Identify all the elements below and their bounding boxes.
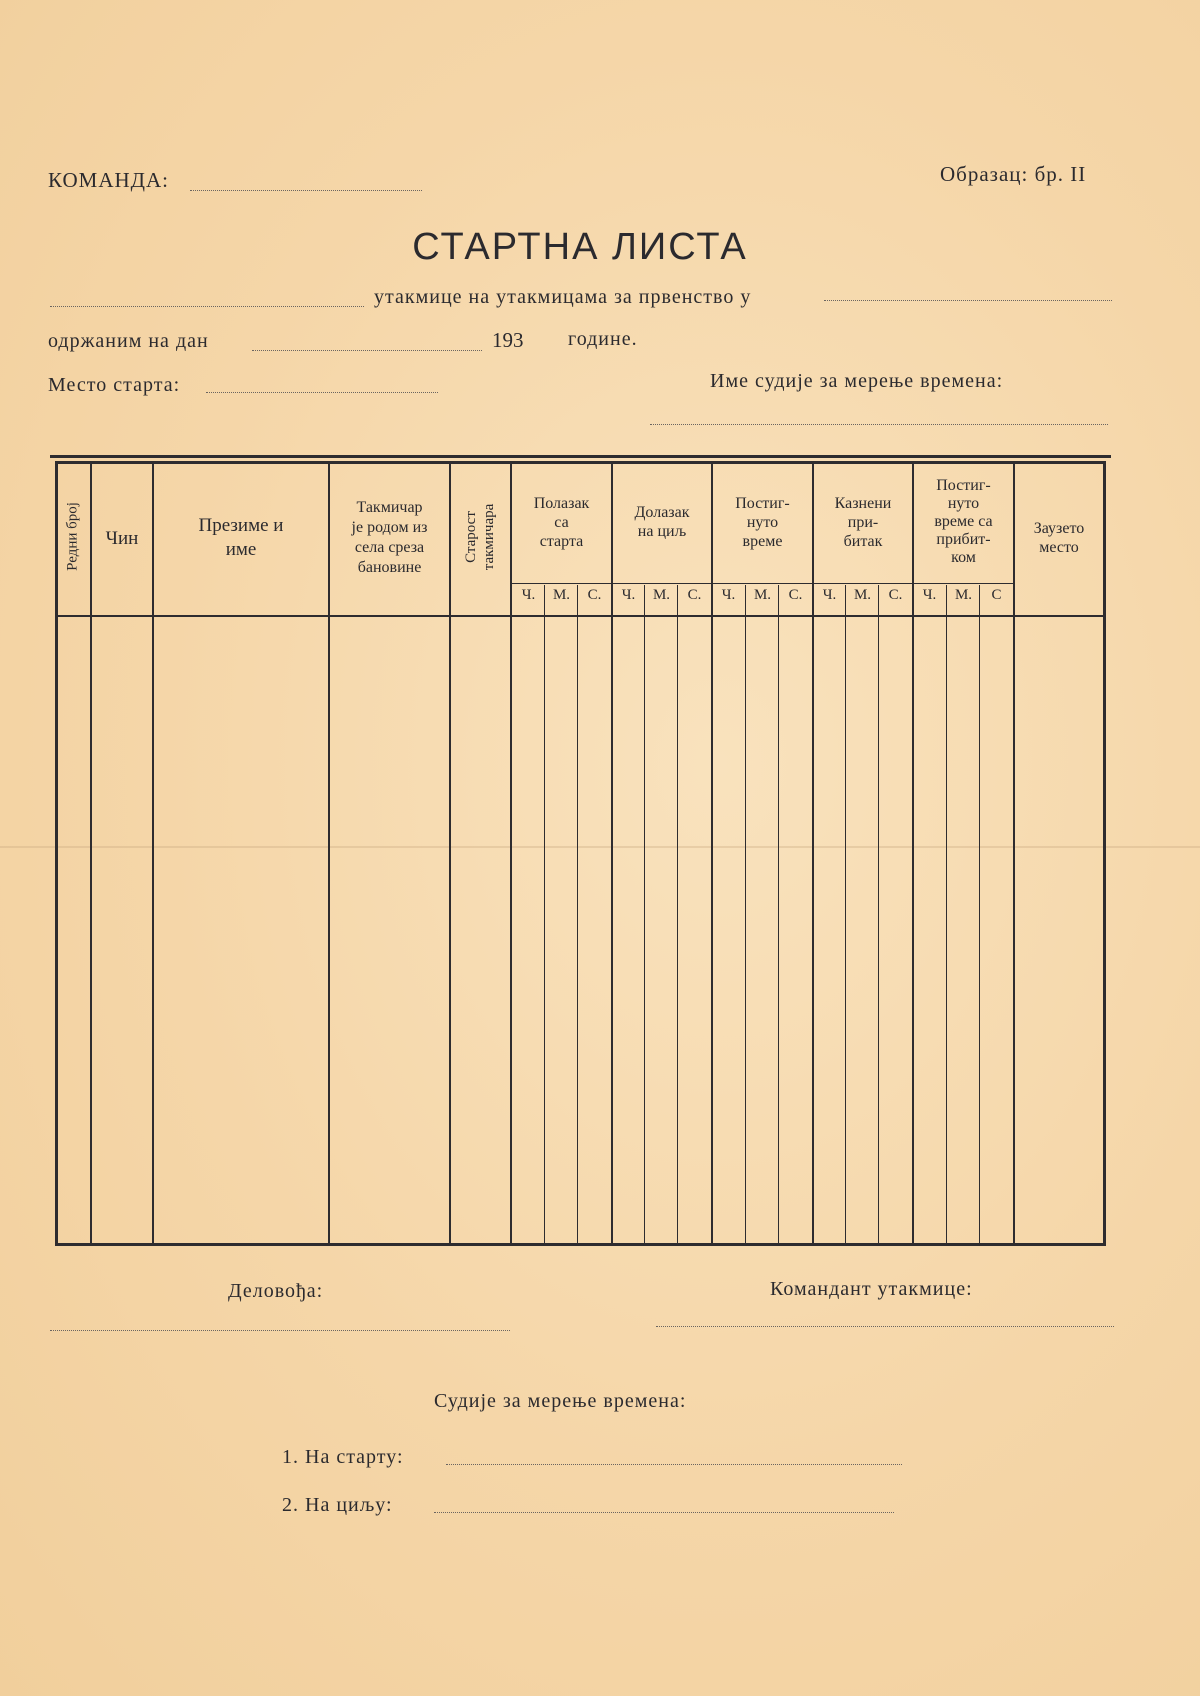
col-achieved-with-header (914, 461, 1013, 583)
unit-seconds: С. (888, 587, 903, 603)
table-bottom-border (55, 1243, 1106, 1246)
unit-seconds: С (991, 587, 1002, 603)
unit-hours: Ч. (922, 587, 937, 603)
col-achieved-with-line: нуто (947, 495, 980, 512)
start-list-table (55, 461, 1106, 1246)
header-bottom-border (55, 615, 1106, 617)
table-top-rule (50, 455, 1111, 458)
unit-hours: Ч. (621, 587, 636, 603)
commander-signature-field[interactable] (656, 1326, 1114, 1327)
unit-minutes: М. (552, 587, 571, 603)
col-serial-header: Редни број (64, 502, 81, 571)
col-place-header (1015, 461, 1103, 615)
col-origin-line: је родом из (351, 519, 428, 536)
subcol-line (644, 585, 645, 1243)
col-arrival-line: Долазак (634, 504, 690, 521)
start-timekeeper-field[interactable] (446, 1464, 902, 1465)
col-place-line: место (1039, 539, 1079, 556)
col-penalty-header (814, 461, 912, 583)
col-departure-line: старта (539, 532, 584, 550)
timekeepers-heading: Судије за мерење времена: (434, 1390, 687, 1412)
col-penalty-line: битак (843, 532, 883, 550)
year-prefix: 193 (492, 328, 524, 352)
col-origin-line: бановине (357, 559, 422, 576)
subcol-line (946, 585, 947, 1243)
unit-hours: Ч. (521, 587, 536, 603)
col-penalty-line: при- (847, 513, 879, 531)
col-rank-header: Чин (105, 527, 139, 549)
form-number: Образац: бр. II (940, 162, 1087, 186)
subcol-line (979, 585, 980, 1243)
col-name-line: име (225, 539, 257, 560)
start-place-field[interactable] (206, 392, 438, 393)
subcol-line (577, 585, 578, 1243)
unit-minutes: М. (652, 587, 671, 603)
secretary-signature-field[interactable] (50, 1330, 510, 1331)
commander-label: Командант утакмице: (770, 1278, 973, 1300)
unit-seconds: С. (587, 587, 602, 603)
unit-seconds: С. (687, 587, 702, 603)
finish-timekeeper-label: 2. На циљу: (282, 1494, 393, 1516)
col-departure-line: Полазак (533, 494, 590, 512)
held-on-label: одржаним на дан (48, 330, 209, 352)
start-timekeeper-label: 1. На старту: (282, 1446, 404, 1468)
championship-location-field[interactable] (824, 300, 1112, 301)
competition-type-field[interactable] (50, 306, 364, 307)
time-subheader-rule (510, 583, 1013, 584)
unit-minutes: М. (853, 587, 872, 603)
subcol-line (878, 585, 879, 1243)
col-penalty-line: Казнени (834, 494, 892, 512)
year-suffix: године. (568, 328, 638, 350)
start-place-label: Место старта: (48, 374, 181, 396)
timekeeper-field[interactable] (650, 424, 1108, 425)
col-arrival-header (613, 461, 711, 583)
col-name-header (154, 461, 328, 615)
timekeeper-label: Име судије за мерење времена: (710, 370, 1004, 392)
subcol-line (778, 585, 779, 1243)
unit-minutes: М. (954, 587, 973, 603)
subcol-line (845, 585, 846, 1243)
secretary-label: Деловођа: (228, 1280, 324, 1302)
col-line (449, 461, 451, 1246)
held-on-date-field[interactable] (252, 350, 482, 351)
unit-hours: Ч. (721, 587, 736, 603)
col-origin-line: Такмичар (356, 499, 423, 516)
col-age-header (462, 487, 498, 587)
subcol-line (745, 585, 746, 1243)
col-achieved-with-line: Постиг- (936, 477, 991, 494)
col-achieved-line: Постиг- (735, 494, 790, 512)
col-achieved-with-line: ком (951, 549, 976, 566)
competition-line: утакмице на утакмицама за првенство у (374, 286, 752, 308)
col-achieved-header (713, 461, 812, 583)
unit-hours: Ч. (822, 587, 837, 603)
finish-timekeeper-field[interactable] (434, 1512, 894, 1513)
col-achieved-with-line: прибит- (936, 531, 991, 548)
col-place-line: Заузето (1033, 520, 1085, 537)
col-line (55, 461, 58, 1246)
col-origin-header (330, 461, 449, 615)
col-achieved-line: нуто (746, 513, 779, 531)
col-line (1103, 461, 1106, 1246)
col-departure-line: са (554, 513, 569, 531)
col-departure-header (512, 461, 611, 583)
document-title: СТАРТНА ЛИСТА (412, 226, 748, 268)
subcol-line (544, 585, 545, 1243)
col-age-line: такмичара (481, 503, 497, 571)
unit-seconds: С. (788, 587, 803, 603)
col-origin-line: села среза (354, 539, 425, 556)
unit-minutes: М. (753, 587, 772, 603)
col-arrival-line: на циљ (637, 523, 687, 540)
col-name-line: Презиме и (198, 515, 284, 536)
command-field[interactable] (190, 190, 422, 191)
col-age-line: Старост (463, 511, 479, 563)
command-label: КОМАНДА: (48, 168, 169, 192)
subcol-line (677, 585, 678, 1243)
col-achieved-line: време (742, 532, 783, 550)
col-achieved-with-line: време са (934, 513, 993, 530)
